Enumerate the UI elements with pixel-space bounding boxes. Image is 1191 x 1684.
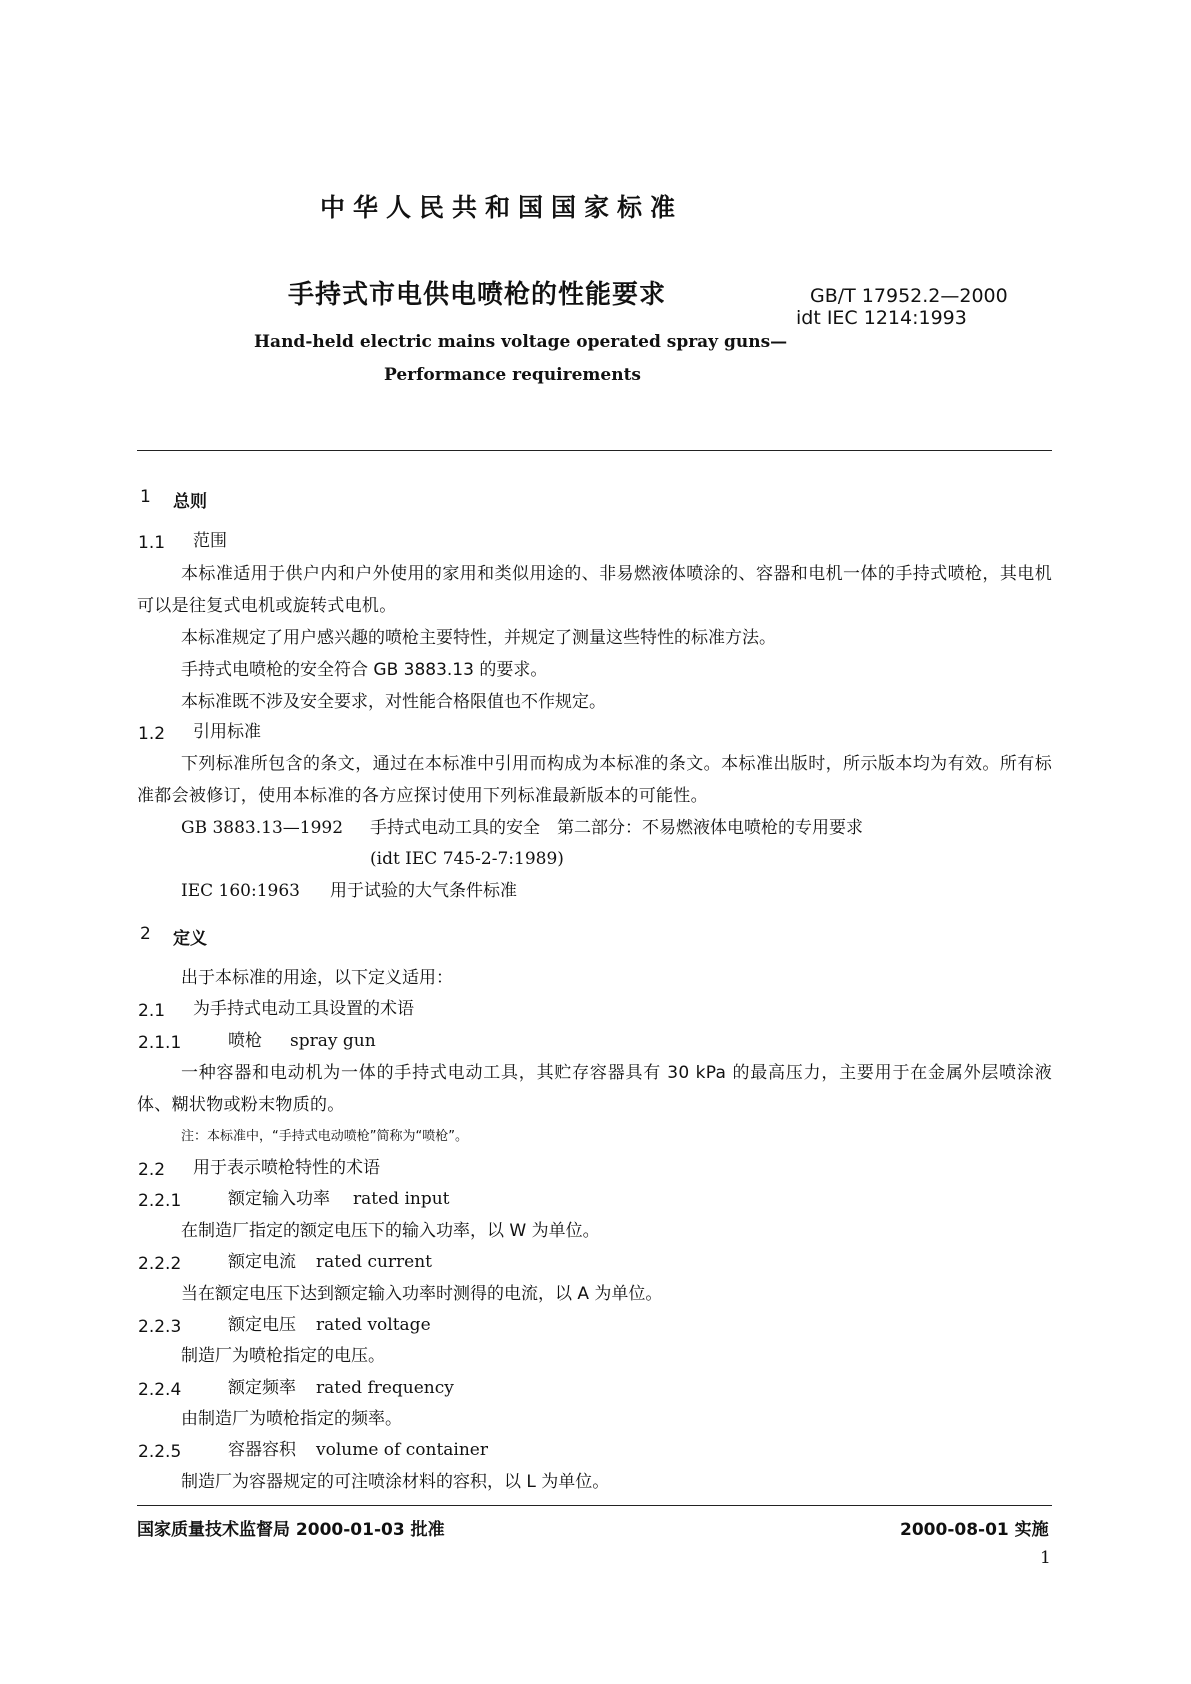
term-cn: 额定输入功率 [228, 1189, 330, 1209]
clause-number: 2.2.3 [138, 1317, 182, 1337]
paragraph: 本标准既不涉及安全要求，对性能合格限值也不作规定。 [181, 692, 606, 712]
term-cn: 额定频率 [228, 1378, 296, 1398]
subsection-number: 2.1 [138, 1001, 166, 1021]
term-en: rated frequency [316, 1378, 454, 1398]
section-heading: 定义 [173, 929, 207, 949]
paragraph: 出于本标准的用途，以下定义适用： [181, 968, 453, 988]
clause-number: 2.2.4 [138, 1380, 182, 1400]
page-number: 1 [1040, 1548, 1051, 1568]
paragraph: 本标准规定了用户感兴趣的喷枪主要特性，并规定了测量这些特性的标准方法。 [181, 628, 776, 648]
section-number: 1 [140, 487, 151, 507]
clause-number: 2.2.2 [138, 1254, 182, 1274]
definition: 由制造厂为喷枪指定的频率。 [181, 1409, 402, 1429]
effective-date: 2000-08-01 实施 [900, 1520, 1049, 1540]
subsection-heading: 为手持式电动工具设置的术语 [193, 999, 414, 1019]
subsection-number: 1.2 [138, 724, 166, 744]
subsection-number: 1.1 [138, 533, 166, 553]
definition: 当在额定电压下达到额定输入功率时测得的电流，以 A 为单位。 [181, 1284, 663, 1304]
term-en: rated current [316, 1252, 433, 1272]
section-heading: 总则 [173, 492, 207, 512]
footer-divider [137, 1505, 1052, 1506]
national-standard-heading: 中华人民共和国国家标准 [320, 193, 684, 222]
section-number: 2 [140, 924, 151, 944]
clause-number: 2.2.5 [138, 1442, 182, 1462]
term-en: volume of container [316, 1440, 488, 1460]
term-cn: 喷枪 [228, 1031, 262, 1051]
term-cn: 额定电流 [228, 1252, 296, 1272]
definition: 一种容器和电动机为一体的手持式电动工具，其贮存容器具有 30 kPa 的最高压力，主要用于在金属外层喷涂液体、糊状物或粉末物质的。 [137, 1063, 1052, 1115]
definition: 制造厂为喷枪指定的电压。 [181, 1346, 385, 1366]
term-en: rated voltage [316, 1315, 431, 1335]
header-divider [137, 450, 1052, 451]
paragraph: 下列标准所包含的条文，通过在本标准中引用而构成为本标准的条文。本标准出版时，所示版本均为有效。所有标准都会被修订，使用本标准的各方应探讨使用下列标准最新版本的可能性。 [137, 754, 1052, 806]
clause-number: 2.1.1 [138, 1033, 182, 1053]
definition: 在制造厂指定的额定电压下的输入功率，以 W 为单位。 [181, 1221, 600, 1241]
subsection-heading: 引用标准 [193, 722, 261, 742]
approval-date: 国家质量技术监督局 2000-01-03 批准 [137, 1520, 445, 1540]
reference-idt: (idt IEC 745-2-7:1989) [370, 849, 564, 869]
document-title-en-line2: Performance requirements [384, 365, 641, 385]
paragraph: 手持式电喷枪的安全符合 GB 3883.13 的要求。 [181, 660, 548, 680]
term-cn: 容器容积 [228, 1440, 296, 1460]
standard-idt: idt IEC 1214:1993 [796, 307, 967, 329]
subsection-heading: 用于表示喷枪特性的术语 [193, 1158, 380, 1178]
reference-code: GB 3883.13—1992 [181, 818, 344, 838]
reference-code: IEC 160:1963 [181, 881, 300, 901]
term-cn: 额定电压 [228, 1315, 296, 1335]
clause-number: 2.2.1 [138, 1191, 182, 1211]
reference-title: 用于试验的大气条件标准 [330, 881, 517, 901]
document-title-cn: 手持式市电供电喷枪的性能要求 [288, 280, 667, 310]
reference-title: 手持式电动工具的安全 第二部分：不易燃液体电喷枪的专用要求 [370, 818, 863, 838]
subsection-number: 2.2 [138, 1160, 166, 1180]
note: 注：本标准中，“手持式电动喷枪”简称为“喷枪”。 [181, 1129, 468, 1144]
term-en: rated input [353, 1189, 450, 1209]
standard-number: GB/T 17952.2—2000 [810, 285, 1008, 307]
document-title-en-line1: Hand-held electric mains voltage operated spray guns— [254, 332, 788, 352]
definition: 制造厂为容器规定的可注喷涂材料的容积，以 L 为单位。 [181, 1472, 610, 1492]
paragraph: 本标准适用于供户内和户外使用的家用和类似用途的、非易燃液体喷涂的、容器和电机一体的手持式喷枪，其电机可以是往复式电机或旋转式电机。 [137, 564, 1052, 616]
subsection-heading: 范围 [193, 531, 227, 551]
term-en: spray gun [290, 1031, 376, 1051]
